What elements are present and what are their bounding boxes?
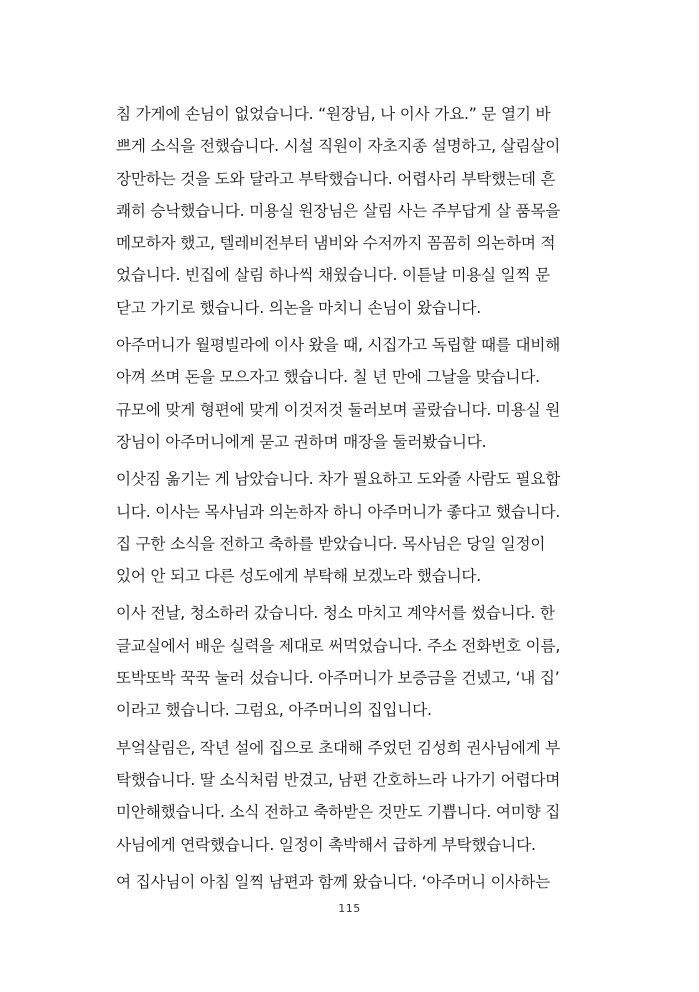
text-line: 탁했습니다. 딸 소식처럼 반겼고, 남편 간호하느라 나가기 어렵다며	[116, 770, 561, 789]
paragraph	[116, 329, 588, 458]
text-line: 쁘게 소식을 전했습니다. 시설 직원이 자초지종 설명하고, 살림살이	[116, 137, 561, 156]
text-line: 었습니다. 빈집에 살림 하나씩 채웠습니다. 이튿날 미용실 일찍 문	[116, 266, 551, 285]
text-line: 니다. 이사는 목사님과 의논하자 하니 아주머니가 좋다고 했습니다.	[116, 502, 561, 521]
text-line: 또박또박 꾹꾹 눌러 섰습니다. 아주머니가 보증금을 건넸고, ‘내 집’	[116, 669, 560, 688]
text-line: 이삿짐 옮기는 게 남았습니다. 차가 필요하고 도와줄 사람도 필요합	[116, 470, 561, 489]
text-line: 이라고 했습니다. 그럼요, 아주머니의 집입니다.	[116, 701, 432, 720]
text-line: 미안해했습니다. 소식 전하고 축하받은 것만도 기쁩니다. 여미향 집	[116, 803, 561, 822]
page-number: 115	[338, 902, 361, 915]
text-line: 있어 안 되고 다른 성도에게 부탁해 보겠노라 했습니다.	[116, 567, 482, 586]
text-line: 쾌히 승낙했습니다. 미용실 원장님은 살림 사는 주부답게 살 품목을	[116, 201, 561, 220]
text-line: 글교실에서 배운 실력을 제대로 써먹었습니다. 주소 전화번호 이름,	[116, 636, 561, 655]
text-line: 장님이 아주머니에게 묻고 권하며 매장을 둘러봤습니다.	[116, 432, 487, 451]
text-line: 침 가게에 손님이 없었습니다. “원장님, 나 이사 가요.” 문 열기 바	[116, 105, 551, 123]
text-line: 집 구한 소식을 전하고 축하를 받았습니다. 목사님은 당일 일정이	[116, 534, 546, 553]
text-line: 닫고 가기로 했습니다. 의논을 마치니 손님이 왔습니다.	[116, 298, 482, 317]
text-line: 사님에게 연락했습니다. 일정이 촉박해서 급하게 부탁했습니다.	[116, 835, 536, 854]
text-line: 아주머니가 월평빌라에 이사 왔을 때, 시집가고 독립할 때를 대비해	[116, 336, 561, 355]
paragraph	[116, 597, 588, 726]
paragraph	[116, 463, 588, 592]
text-line: 이사 전날, 청소하러 갔습니다. 청소 마치고 계약서를 썼습니다. 한	[116, 604, 555, 623]
paragraph	[116, 866, 588, 898]
paragraph	[116, 98, 588, 324]
text-line: 부엌살림은, 작년 설에 집으로 초대해 주었던 김성희 권사님에게 부	[116, 738, 561, 757]
text-line: 아껴 쓰며 돈을 모으자고 했습니다. 칠 년 만에 그날을 맞습니다.	[116, 368, 540, 387]
body-text	[116, 98, 588, 903]
text-line: 메모하자 했고, 텔레비전부터 냄비와 수저까지 꼼꼼히 의논하며 적	[116, 234, 556, 253]
text-line: 장만하는 것을 도와 달라고 부탁했습니다. 어렵사리 부탁했는데 흔	[116, 169, 556, 188]
paragraph	[116, 732, 588, 861]
text-line: 규모에 맞게 형편에 맞게 이것저것 둘러보며 골랐습니다. 미용실 원	[116, 400, 561, 419]
text-line: 여 집사님이 아침 일찍 남편과 함께 왔습니다. ‘아주머니 이사하는	[116, 872, 551, 891]
